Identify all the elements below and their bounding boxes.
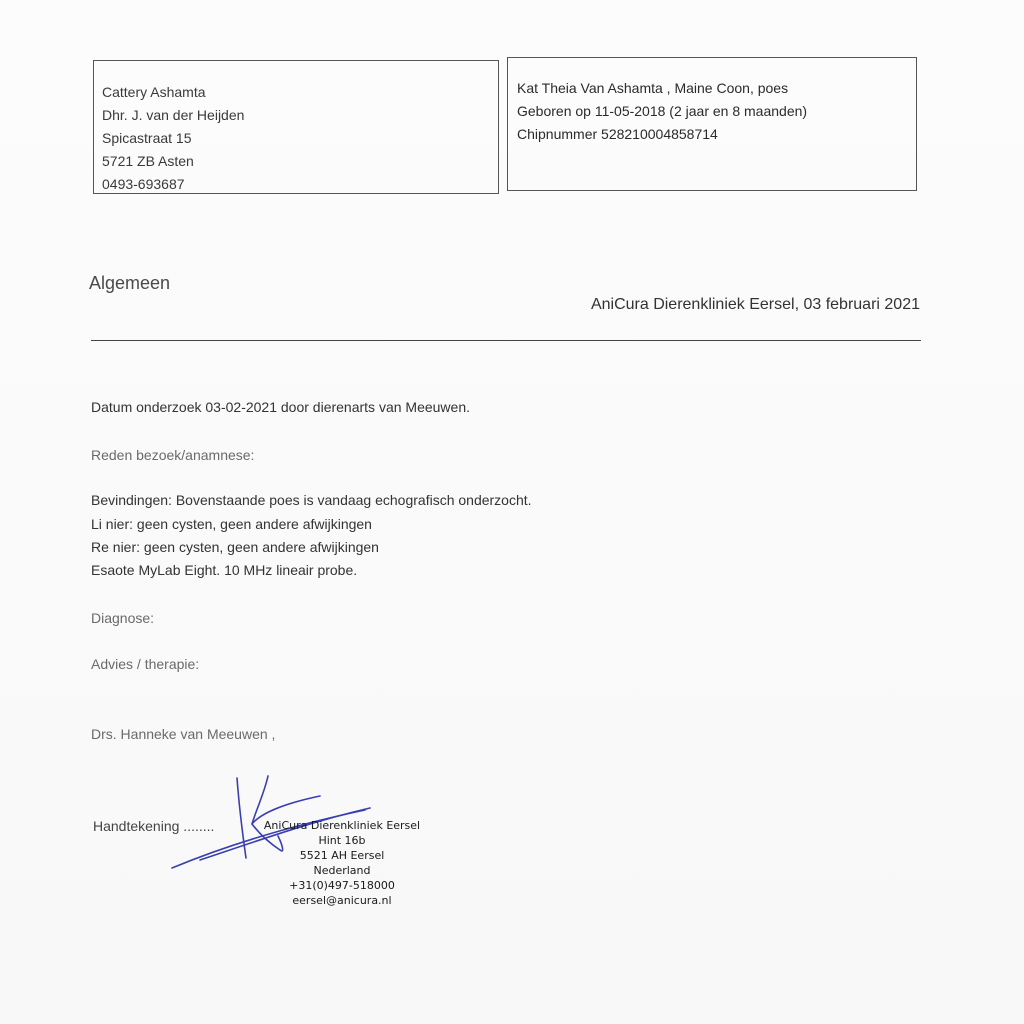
stamp-line: Hint 16b bbox=[318, 834, 366, 847]
animal-line: Kat Theia Van Ashamta , Maine Coon, poes bbox=[517, 80, 789, 96]
animal-line: Geboren op 11-05-2018 (2 jaar en 8 maanden) bbox=[517, 103, 808, 119]
horizontal-divider bbox=[91, 340, 921, 341]
right-kidney-line: Re nier: geen cysten, geen andere afwijkingen bbox=[91, 539, 379, 555]
stamp-line: +31(0)497-518000 bbox=[289, 879, 395, 892]
findings-line: Bevindingen: Bovenstaande poes is vandaag echografisch onderzocht. bbox=[91, 492, 532, 508]
diagnosis-line: Diagnose: bbox=[91, 610, 155, 626]
visit-reason-line: Reden bezoek/anamnese: bbox=[91, 447, 255, 463]
clinic-date-line: AniCura Dierenkliniek Eersel, 03 februari 2021 bbox=[590, 296, 920, 313]
signature-label: Handtekening ........ bbox=[93, 818, 215, 834]
equipment-line: Esaote MyLab Eight. 10 MHz lineair probe. bbox=[91, 562, 358, 578]
owner-line: 0493-693687 bbox=[102, 176, 185, 192]
stamp-line: eersel@anicura.nl bbox=[292, 894, 392, 907]
owner-line: Cattery Ashamta bbox=[102, 84, 206, 100]
animal-info-box bbox=[507, 57, 917, 191]
stamp-line: 5521 AH Eersel bbox=[299, 849, 385, 862]
stamp-line: AniCura Dierenkliniek Eersel bbox=[263, 819, 421, 832]
owner-line: Spicastraat 15 bbox=[102, 130, 192, 146]
stamp-line: Nederland bbox=[313, 864, 371, 877]
owner-line: Dhr. J. van der Heijden bbox=[102, 107, 245, 123]
advice-line: Advies / therapie: bbox=[91, 656, 200, 672]
veterinarian-name: Drs. Hanneke van Meeuwen , bbox=[91, 726, 276, 742]
animal-line: Chipnummer 528210004858714 bbox=[517, 126, 718, 142]
owner-line: 5721 ZB Asten bbox=[102, 153, 194, 169]
exam-date-line: Datum onderzoek 03-02-2021 door dierenarts van Meeuwen. bbox=[91, 399, 471, 415]
owner-info-box bbox=[93, 60, 499, 194]
section-title: Algemeen bbox=[89, 273, 171, 293]
left-kidney-line: Li nier: geen cysten, geen andere afwijkingen bbox=[91, 516, 372, 532]
clinic-stamp bbox=[252, 818, 432, 908]
